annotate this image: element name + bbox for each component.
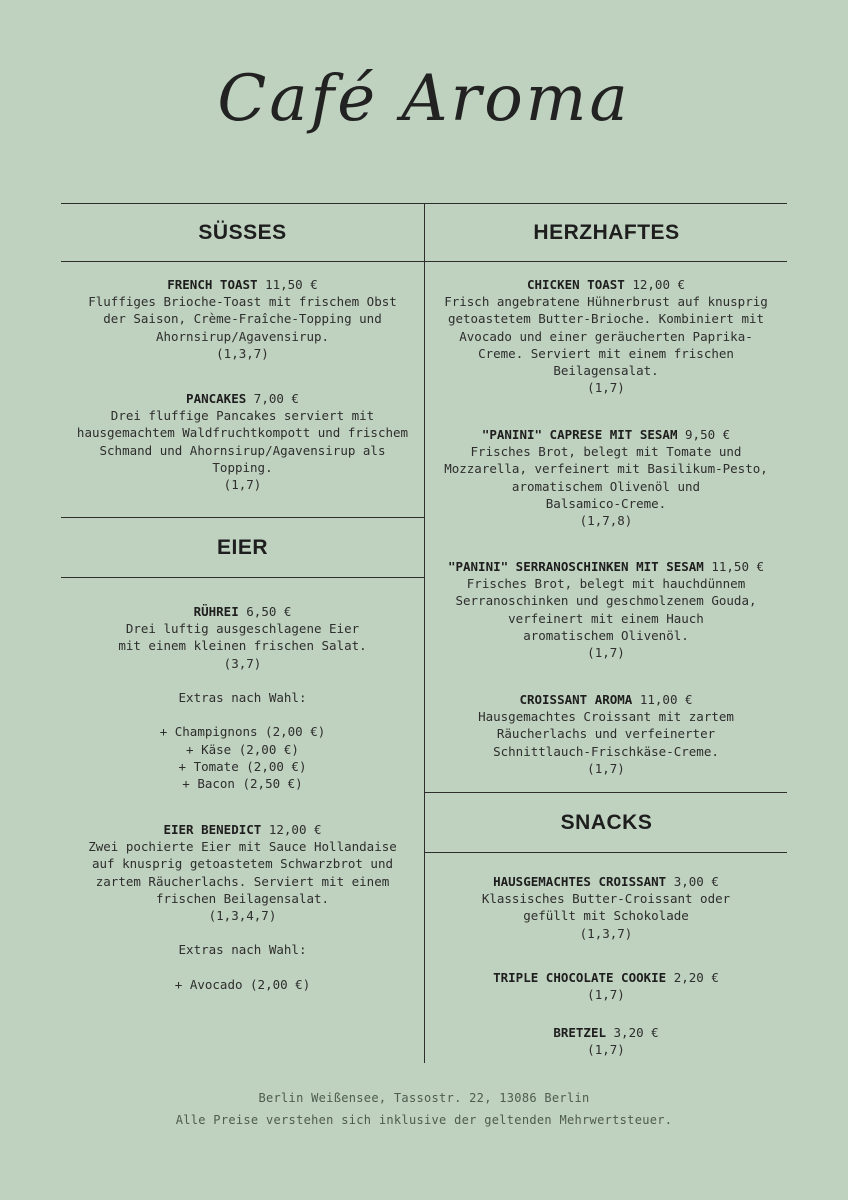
item-description-line: Ahornsirup/Agavensirup. bbox=[155, 328, 330, 344]
section-title-suesses: SÜSSES bbox=[198, 221, 287, 244]
item-description-line: auf knusprig getoastetem Schwarzbrot und bbox=[91, 856, 394, 872]
extra-option: + Bacon (2,50 €) bbox=[182, 776, 303, 792]
item-price: 12,00 € bbox=[268, 822, 322, 837]
menu-item-ruehrei bbox=[61, 603, 424, 792]
footer-tax-note: Alle Preise verstehen sich inklusive der geltenden Mehrwertsteuer. bbox=[175, 1113, 673, 1127]
item-name: FRENCH TOAST bbox=[167, 277, 258, 292]
menu-item-panini-serrano bbox=[425, 558, 787, 661]
eier-header-rule bbox=[61, 577, 424, 578]
item-description-line: Zwei pochierte Eier mit Sauce Hollandaise bbox=[88, 839, 397, 855]
item-name: "PANINI" CAPRESE MIT SESAM bbox=[481, 427, 678, 442]
item-allergens: (1,7) bbox=[587, 987, 625, 1003]
item-description-line: gefüllt mit Schokolade bbox=[523, 908, 689, 924]
menu-item-bretzel bbox=[425, 1024, 787, 1058]
section-title-eier: EIER bbox=[216, 536, 268, 559]
item-allergens: (1,7) bbox=[223, 477, 262, 493]
item-price: 11,50 € bbox=[265, 277, 318, 292]
item-description-line: Frisches Brot, belegt mit hauchdünnem bbox=[466, 576, 746, 592]
item-name: EIER BENEDICT bbox=[163, 822, 262, 837]
item-description-line: Fluffiges Brioche-Toast mit frischem Obst bbox=[88, 294, 397, 310]
item-description-line: frischen Beilagensalat. bbox=[155, 890, 330, 906]
item-name: PANCAKES bbox=[186, 391, 247, 406]
item-description-line: Mozzarella, verfeinert mit Basilikum-Pesto, bbox=[444, 461, 768, 477]
item-allergens: (3,7) bbox=[223, 655, 262, 671]
menu-item-eier-benedict bbox=[61, 821, 424, 993]
item-description-line: Avocado und einer geräucherten Paprika- bbox=[459, 328, 753, 344]
item-description-line: Frisch angebratene Hühnerbrust auf knusprig bbox=[444, 294, 768, 310]
item-description-line: verfeinert mit einem Hauch bbox=[508, 610, 704, 626]
item-allergens: (1,3,7) bbox=[216, 345, 269, 361]
item-name: CROISSANT AROMA bbox=[519, 692, 633, 707]
cafe-title: Café Aroma bbox=[217, 62, 631, 136]
menu-item-pancakes bbox=[61, 390, 424, 493]
item-description-line: Räucherlachs und verfeinerter bbox=[496, 726, 716, 742]
extras-label: Extras nach Wahl: bbox=[178, 942, 307, 958]
herzhaftes-header-rule bbox=[425, 261, 787, 262]
item-price: 7,00 € bbox=[253, 391, 299, 406]
item-description-line: Hausgemachtes Croissant mit zartem bbox=[478, 709, 734, 725]
item-description-line: Serranoschinken und geschmolzenem Gouda, bbox=[455, 593, 757, 609]
item-price: 6,50 € bbox=[246, 604, 292, 619]
item-allergens: (1,7) bbox=[587, 380, 625, 396]
extra-option: + Tomate (2,00 €) bbox=[178, 758, 307, 774]
section-title-snacks: SNACKS bbox=[560, 811, 653, 834]
item-description-line: Beilagensalat. bbox=[553, 363, 659, 379]
item-price: 2,20 € bbox=[673, 970, 719, 985]
item-allergens: (1,3,7) bbox=[579, 925, 633, 941]
menu-item-panini-caprese bbox=[425, 426, 787, 529]
item-allergens: (1,7) bbox=[587, 1042, 625, 1058]
item-description-line: Schnittlauch-Frischkäse-Creme. bbox=[493, 743, 719, 759]
menu-item-chicken-toast bbox=[425, 276, 787, 396]
item-name: "PANINI" SERRANOSCHINKEN MIT SESAM bbox=[447, 559, 704, 574]
menu-item-french-toast bbox=[61, 276, 424, 362]
menu-item-triple-chocolate-cookie bbox=[425, 969, 787, 1003]
footer-address: Berlin Weißensee, Tassostr. 22, 13086 Berlin bbox=[258, 1091, 590, 1105]
item-price: 9,50 € bbox=[685, 427, 731, 442]
item-description-line: Schmand und Ahornsirup/Agavensirup als bbox=[99, 442, 386, 458]
item-allergens: (1,3,4,7) bbox=[208, 908, 277, 924]
item-description-line: Topping. bbox=[212, 459, 273, 475]
item-description-line: Klassisches Butter-Croissant oder bbox=[481, 891, 731, 907]
item-description-line: getoastetem Butter-Brioche. Kombiniert mit bbox=[447, 311, 765, 327]
item-price: 11,50 € bbox=[711, 559, 765, 574]
extras-label: Extras nach Wahl: bbox=[178, 690, 307, 706]
item-name: TRIPLE CHOCOLATE COOKIE bbox=[493, 970, 667, 985]
item-price: 12,00 € bbox=[632, 277, 686, 292]
menu-item-croissant-aroma bbox=[425, 691, 787, 777]
item-price: 3,00 € bbox=[673, 874, 719, 889]
item-description-line: Balsamico-Creme. bbox=[545, 495, 667, 511]
item-description-line: hausgemachtem Waldfruchtkompott und frischem bbox=[76, 425, 409, 441]
item-allergens: (1,7,8) bbox=[579, 513, 633, 529]
item-description-line: zartem Räucherlachs. Serviert mit einem bbox=[95, 873, 390, 889]
item-allergens: (1,7) bbox=[587, 760, 625, 776]
item-price: 11,00 € bbox=[639, 692, 693, 707]
item-description-line: Creme. Serviert mit einem frischen bbox=[478, 345, 734, 361]
extra-option: + Avocado (2,00 €) bbox=[174, 976, 311, 992]
item-description-line: Drei fluffige Pancakes serviert mit bbox=[110, 408, 375, 424]
item-description-line: aromatischem Olivenöl. bbox=[523, 627, 689, 643]
extra-option: + Käse (2,00 €) bbox=[186, 741, 299, 757]
item-name: RÜHREI bbox=[193, 604, 239, 619]
snacks-top-rule bbox=[425, 792, 787, 793]
section-title-herzhaftes: HERZHAFTES bbox=[533, 221, 680, 244]
item-price: 3,20 € bbox=[613, 1025, 659, 1040]
item-description-line: Frisches Brot, belegt mit Tomate und bbox=[470, 444, 742, 460]
item-description-line: mit einem kleinen frischen Salat. bbox=[118, 638, 367, 654]
extra-option: + Champignons (2,00 €) bbox=[159, 724, 326, 740]
item-name: CHICKEN TOAST bbox=[526, 277, 625, 292]
snacks-header-rule bbox=[425, 852, 787, 853]
item-name: BRETZEL bbox=[553, 1025, 606, 1040]
item-name: HAUSGEMACHTES CROISSANT bbox=[493, 874, 667, 889]
eier-top-rule bbox=[61, 517, 424, 518]
suesses-header-rule bbox=[61, 261, 424, 262]
item-description-line: aromatischem Olivenöl und bbox=[511, 478, 701, 494]
item-description-line: Drei luftig ausgeschlagene Eier bbox=[125, 621, 360, 637]
item-allergens: (1,7) bbox=[587, 645, 625, 661]
item-description-line: der Saison, Crème-Fraîche-Topping und bbox=[103, 311, 382, 327]
menu-item-hausgemachtes-croissant bbox=[425, 873, 787, 942]
